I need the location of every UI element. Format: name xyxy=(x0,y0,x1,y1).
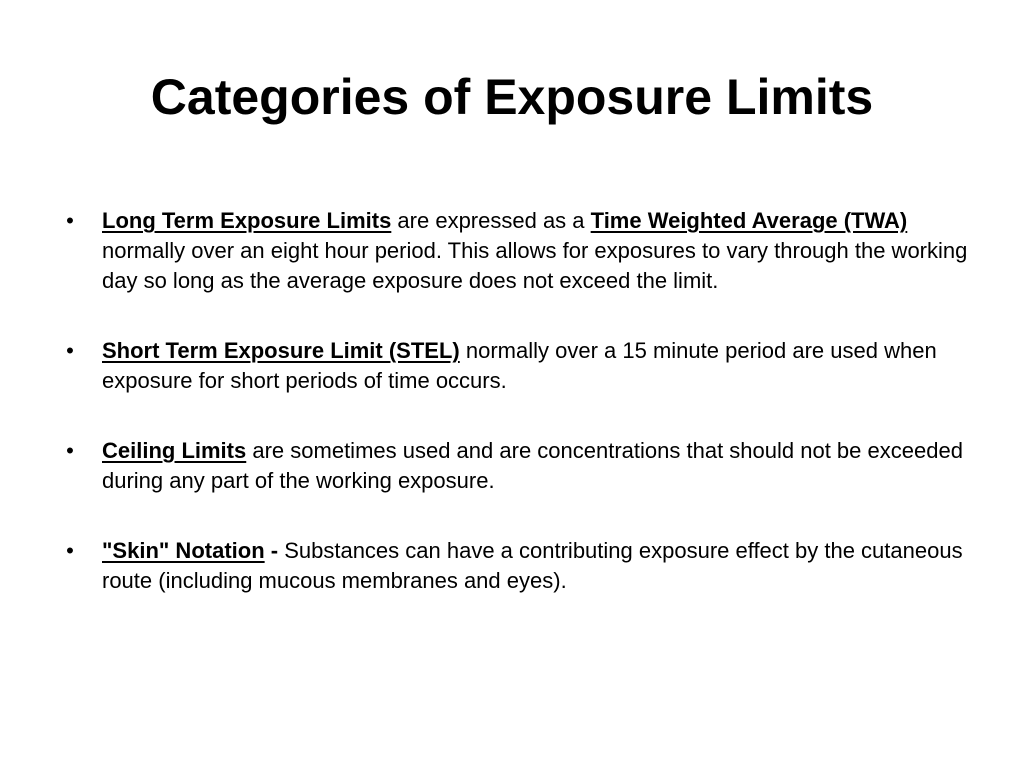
term-long-term-exposure-limits: Long Term Exposure Limits xyxy=(102,208,392,233)
term-time-weighted-average: Time Weighted Average (TWA) xyxy=(590,208,908,233)
bullet-icon: • xyxy=(66,338,74,363)
bullet-icon: • xyxy=(66,538,74,563)
bullet-long-term-exposure-limits xyxy=(66,206,972,296)
bullet-text: are sometimes used and are concentrations that should not be exceeded during any part of the working exposure. xyxy=(102,438,963,493)
bullet-text: Substances can have a contributing exposure effect by the cutaneous route (including mucous membranes and eyes). xyxy=(102,538,963,593)
bullet-list xyxy=(66,206,972,636)
bullet-icon: • xyxy=(66,438,74,463)
bullet-ceiling-limits xyxy=(66,436,972,496)
bullet-skin-notation xyxy=(66,536,972,596)
term-separator: - xyxy=(264,538,285,563)
term-skin-notation: "Skin" Notation xyxy=(102,538,265,563)
bullet-text: normally over an eight hour period. This allows for exposures to vary through the working day so long as the average exposure does not exceed the limit. xyxy=(102,238,968,293)
term-ceiling-limits: Ceiling Limits xyxy=(102,438,247,463)
bullet-short-term-exposure-limit xyxy=(66,336,972,396)
bullet-icon: • xyxy=(66,208,74,233)
bullet-text: are expressed as a xyxy=(391,208,591,233)
term-short-term-exposure-limit: Short Term Exposure Limit (STEL) xyxy=(102,338,460,363)
bullet-text: normally over a 15 minute period are used when exposure for short periods of time occurs. xyxy=(102,338,937,393)
slide-title: Categories of Exposure Limits xyxy=(150,69,874,125)
